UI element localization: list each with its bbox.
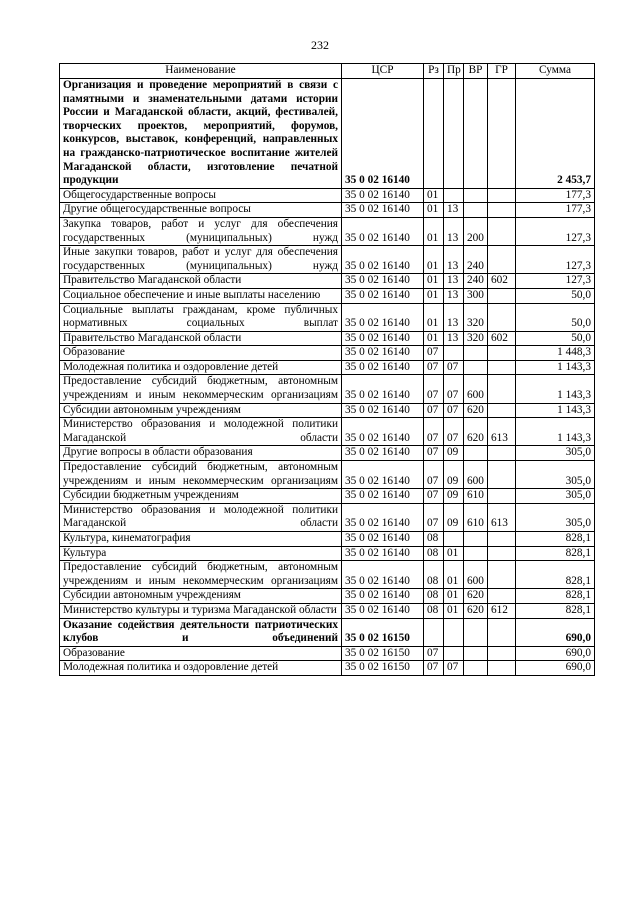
row-rz: 07 [424, 346, 444, 361]
row-sum: 1 143,3 [516, 360, 595, 375]
row-gr [488, 646, 516, 661]
row-csr: 35 0 02 16140 [342, 331, 424, 346]
table-row [60, 532, 595, 547]
row-name: Молодежная политика и оздоровление детей [60, 661, 342, 676]
row-gr [488, 360, 516, 375]
row-csr: 35 0 02 16140 [342, 346, 424, 361]
row-csr: 35 0 02 16140 [342, 461, 424, 489]
table-row [60, 79, 595, 189]
row-pr: 07 [444, 360, 464, 375]
row-sum: 50,0 [516, 303, 595, 331]
row-sum: 1 448,3 [516, 346, 595, 361]
row-csr: 35 0 02 16140 [342, 217, 424, 245]
table-row [60, 331, 595, 346]
table-row [60, 375, 595, 403]
row-sum: 690,0 [516, 618, 595, 646]
row-csr: 35 0 02 16140 [342, 561, 424, 589]
table-row [60, 403, 595, 418]
row-gr: 602 [488, 331, 516, 346]
table-row [60, 418, 595, 446]
row-gr [488, 188, 516, 203]
row-name: Субсидии бюджетным учреждениям [60, 489, 342, 504]
row-pr: 07 [444, 418, 464, 446]
row-name: Субсидии автономным учреждениям [60, 403, 342, 418]
table-row [60, 489, 595, 504]
table-row [60, 303, 595, 331]
row-name: Закупка товаров, работ и услуг для обеспечения государственных (муниципальных) нужд [60, 217, 342, 245]
row-name: Общегосударственные вопросы [60, 188, 342, 203]
row-name: Образование [60, 346, 342, 361]
row-gr [488, 403, 516, 418]
table-row [60, 203, 595, 218]
row-name: Министерство культуры и туризма Магаданской области [60, 603, 342, 618]
row-pr [444, 618, 464, 646]
row-rz: 07 [424, 461, 444, 489]
table-row [60, 646, 595, 661]
row-sum: 1 143,3 [516, 375, 595, 403]
row-name: Молодежная политика и оздоровление детей [60, 360, 342, 375]
table-row [60, 618, 595, 646]
row-vr [464, 188, 488, 203]
table-row [60, 274, 595, 289]
row-name: Социальные выплаты гражданам, кроме публичных нормативных социальных выплат [60, 303, 342, 331]
row-sum: 828,1 [516, 603, 595, 618]
row-gr [488, 346, 516, 361]
row-rz: 01 [424, 188, 444, 203]
row-vr: 620 [464, 603, 488, 618]
row-pr: 09 [444, 503, 464, 531]
row-csr: 35 0 02 16140 [342, 603, 424, 618]
row-name: Иные закупки товаров, работ и услуг для обеспечения государственных (муниципальных) нужд [60, 246, 342, 274]
row-name: Предоставление субсидий бюджетным, автономным учреждениям и иным некоммерческим организациям [60, 561, 342, 589]
row-gr [488, 203, 516, 218]
row-sum: 828,1 [516, 532, 595, 547]
row-sum: 305,0 [516, 489, 595, 504]
row-pr: 01 [444, 546, 464, 561]
table-row [60, 217, 595, 245]
row-pr: 07 [444, 375, 464, 403]
table-body [60, 79, 595, 676]
row-pr: 13 [444, 246, 464, 274]
row-rz [424, 79, 444, 189]
row-csr: 35 0 02 16150 [342, 618, 424, 646]
row-pr [444, 188, 464, 203]
row-csr: 35 0 02 16140 [342, 246, 424, 274]
row-pr: 07 [444, 661, 464, 676]
row-name: Министерство образования и молодежной политики Магаданской области [60, 418, 342, 446]
row-rz: 08 [424, 603, 444, 618]
header-vr: ВР [464, 64, 488, 79]
row-sum: 50,0 [516, 331, 595, 346]
row-pr: 13 [444, 274, 464, 289]
row-vr [464, 360, 488, 375]
row-sum: 177,3 [516, 188, 595, 203]
row-csr: 35 0 02 16140 [342, 303, 424, 331]
row-sum: 1 143,3 [516, 403, 595, 418]
row-vr [464, 546, 488, 561]
row-gr: 613 [488, 503, 516, 531]
table-row [60, 360, 595, 375]
row-name: Министерство образования и молодежной политики Магаданской области [60, 503, 342, 531]
row-csr: 35 0 02 16140 [342, 403, 424, 418]
row-vr: 610 [464, 489, 488, 504]
row-rz: 07 [424, 418, 444, 446]
row-vr [464, 661, 488, 676]
row-pr: 01 [444, 561, 464, 589]
row-pr: 09 [444, 489, 464, 504]
row-sum: 305,0 [516, 503, 595, 531]
row-name: Оказание содействия деятельности патриотических клубов и объединений [60, 618, 342, 646]
row-rz: 07 [424, 503, 444, 531]
row-rz: 08 [424, 589, 444, 604]
row-csr: 35 0 02 16140 [342, 546, 424, 561]
row-rz: 07 [424, 375, 444, 403]
row-gr [488, 546, 516, 561]
header-name: Наименование [60, 64, 342, 79]
row-rz: 01 [424, 331, 444, 346]
header-pr: Пр [444, 64, 464, 79]
header-gr: ГР [488, 64, 516, 79]
row-rz: 01 [424, 274, 444, 289]
row-rz: 01 [424, 288, 444, 303]
row-vr [464, 446, 488, 461]
row-name: Предоставление субсидий бюджетным, автономным учреждениям и иным некоммерческим организациям [60, 461, 342, 489]
row-gr [488, 561, 516, 589]
row-csr: 35 0 02 16140 [342, 503, 424, 531]
row-vr: 240 [464, 246, 488, 274]
header-csr: ЦСР [342, 64, 424, 79]
row-name: Культура, кинематография [60, 532, 342, 547]
row-csr: 35 0 02 16140 [342, 589, 424, 604]
row-pr: 13 [444, 217, 464, 245]
row-gr [488, 589, 516, 604]
row-gr: 613 [488, 418, 516, 446]
row-vr: 600 [464, 375, 488, 403]
row-pr: 13 [444, 203, 464, 218]
row-rz: 08 [424, 546, 444, 561]
row-vr: 320 [464, 303, 488, 331]
row-sum: 127,3 [516, 217, 595, 245]
row-sum: 305,0 [516, 446, 595, 461]
row-csr: 35 0 02 16140 [342, 360, 424, 375]
row-name: Образование [60, 646, 342, 661]
row-vr: 620 [464, 418, 488, 446]
row-pr [444, 79, 464, 189]
row-sum: 177,3 [516, 203, 595, 218]
table-row [60, 561, 595, 589]
row-name: Правительство Магаданской области [60, 274, 342, 289]
row-sum: 828,1 [516, 589, 595, 604]
table-row [60, 246, 595, 274]
table-row [60, 461, 595, 489]
row-sum: 127,3 [516, 274, 595, 289]
row-vr: 610 [464, 503, 488, 531]
row-vr [464, 646, 488, 661]
table-header-row [60, 64, 595, 79]
row-sum: 50,0 [516, 288, 595, 303]
row-pr: 01 [444, 589, 464, 604]
row-gr [488, 246, 516, 274]
row-vr: 620 [464, 403, 488, 418]
table-row [60, 603, 595, 618]
row-gr [488, 489, 516, 504]
row-rz: 01 [424, 303, 444, 331]
row-rz: 07 [424, 403, 444, 418]
row-gr [488, 79, 516, 189]
row-sum: 828,1 [516, 546, 595, 561]
page-number: 232 [311, 38, 329, 52]
row-pr: 01 [444, 603, 464, 618]
row-sum: 1 143,3 [516, 418, 595, 446]
row-vr: 620 [464, 589, 488, 604]
row-rz: 01 [424, 246, 444, 274]
table-row [60, 589, 595, 604]
row-name: Социальное обеспечение и иные выплаты населению [60, 288, 342, 303]
row-csr: 35 0 02 16140 [342, 418, 424, 446]
row-vr [464, 618, 488, 646]
row-rz: 08 [424, 561, 444, 589]
row-gr: 602 [488, 274, 516, 289]
row-pr: 13 [444, 288, 464, 303]
row-gr [488, 375, 516, 403]
row-rz: 07 [424, 661, 444, 676]
row-name: Правительство Магаданской области [60, 331, 342, 346]
header-sum: Сумма [516, 64, 595, 79]
row-rz [424, 618, 444, 646]
row-vr [464, 79, 488, 189]
table-row [60, 661, 595, 676]
row-pr: 13 [444, 303, 464, 331]
table-row [60, 346, 595, 361]
row-vr [464, 346, 488, 361]
row-csr: 35 0 02 16140 [342, 79, 424, 189]
row-csr: 35 0 02 16140 [342, 203, 424, 218]
row-gr [488, 303, 516, 331]
row-csr: 35 0 02 16140 [342, 489, 424, 504]
row-sum: 127,3 [516, 246, 595, 274]
row-gr: 612 [488, 603, 516, 618]
table-row [60, 446, 595, 461]
row-csr: 35 0 02 16140 [342, 375, 424, 403]
row-gr [488, 618, 516, 646]
row-sum: 690,0 [516, 646, 595, 661]
row-rz: 01 [424, 217, 444, 245]
table-row [60, 546, 595, 561]
row-name: Субсидии автономным учреждениям [60, 589, 342, 604]
table-row [60, 288, 595, 303]
row-csr: 35 0 02 16140 [342, 188, 424, 203]
row-rz: 08 [424, 532, 444, 547]
row-vr: 300 [464, 288, 488, 303]
row-gr [488, 532, 516, 547]
row-name: Другие вопросы в области образования [60, 446, 342, 461]
row-pr [444, 646, 464, 661]
row-csr: 35 0 02 16140 [342, 446, 424, 461]
row-vr: 320 [464, 331, 488, 346]
row-gr [488, 661, 516, 676]
row-csr: 35 0 02 16140 [342, 274, 424, 289]
row-name: Предоставление субсидий бюджетным, автономным учреждениям и иным некоммерческим организациям [60, 375, 342, 403]
row-vr: 240 [464, 274, 488, 289]
row-sum: 305,0 [516, 461, 595, 489]
row-vr: 200 [464, 217, 488, 245]
row-name: Другие общегосударственные вопросы [60, 203, 342, 218]
row-csr: 35 0 02 16150 [342, 661, 424, 676]
row-rz: 07 [424, 360, 444, 375]
row-name: Культура [60, 546, 342, 561]
row-pr: 07 [444, 403, 464, 418]
row-gr [488, 461, 516, 489]
row-pr [444, 532, 464, 547]
row-rz: 07 [424, 446, 444, 461]
row-sum: 690,0 [516, 661, 595, 676]
row-csr: 35 0 02 16140 [342, 532, 424, 547]
row-vr [464, 203, 488, 218]
row-pr: 13 [444, 331, 464, 346]
row-vr: 600 [464, 461, 488, 489]
row-rz: 07 [424, 489, 444, 504]
header-rz: Рз [424, 64, 444, 79]
row-sum: 828,1 [516, 561, 595, 589]
budget-table [59, 63, 595, 676]
row-gr [488, 446, 516, 461]
row-csr: 35 0 02 16140 [342, 288, 424, 303]
row-rz: 07 [424, 646, 444, 661]
table-row [60, 188, 595, 203]
row-csr: 35 0 02 16150 [342, 646, 424, 661]
row-vr [464, 532, 488, 547]
row-pr [444, 346, 464, 361]
row-gr [488, 217, 516, 245]
row-name: Организация и проведение мероприятий в связи с памятными и знаменательными датами истории России и Магаданской области, акций, фестивалей, творческих проектов, мероприятий, форумов, конкурсов, выставок, конференций, направленных на гражданско-патриотическое воспитание жителей Магаданской области, изготовление печатной продукции [60, 79, 342, 189]
table-row [60, 503, 595, 531]
row-sum: 2 453,7 [516, 79, 595, 189]
row-gr [488, 288, 516, 303]
row-pr: 09 [444, 461, 464, 489]
row-pr: 09 [444, 446, 464, 461]
row-rz: 01 [424, 203, 444, 218]
row-vr: 600 [464, 561, 488, 589]
